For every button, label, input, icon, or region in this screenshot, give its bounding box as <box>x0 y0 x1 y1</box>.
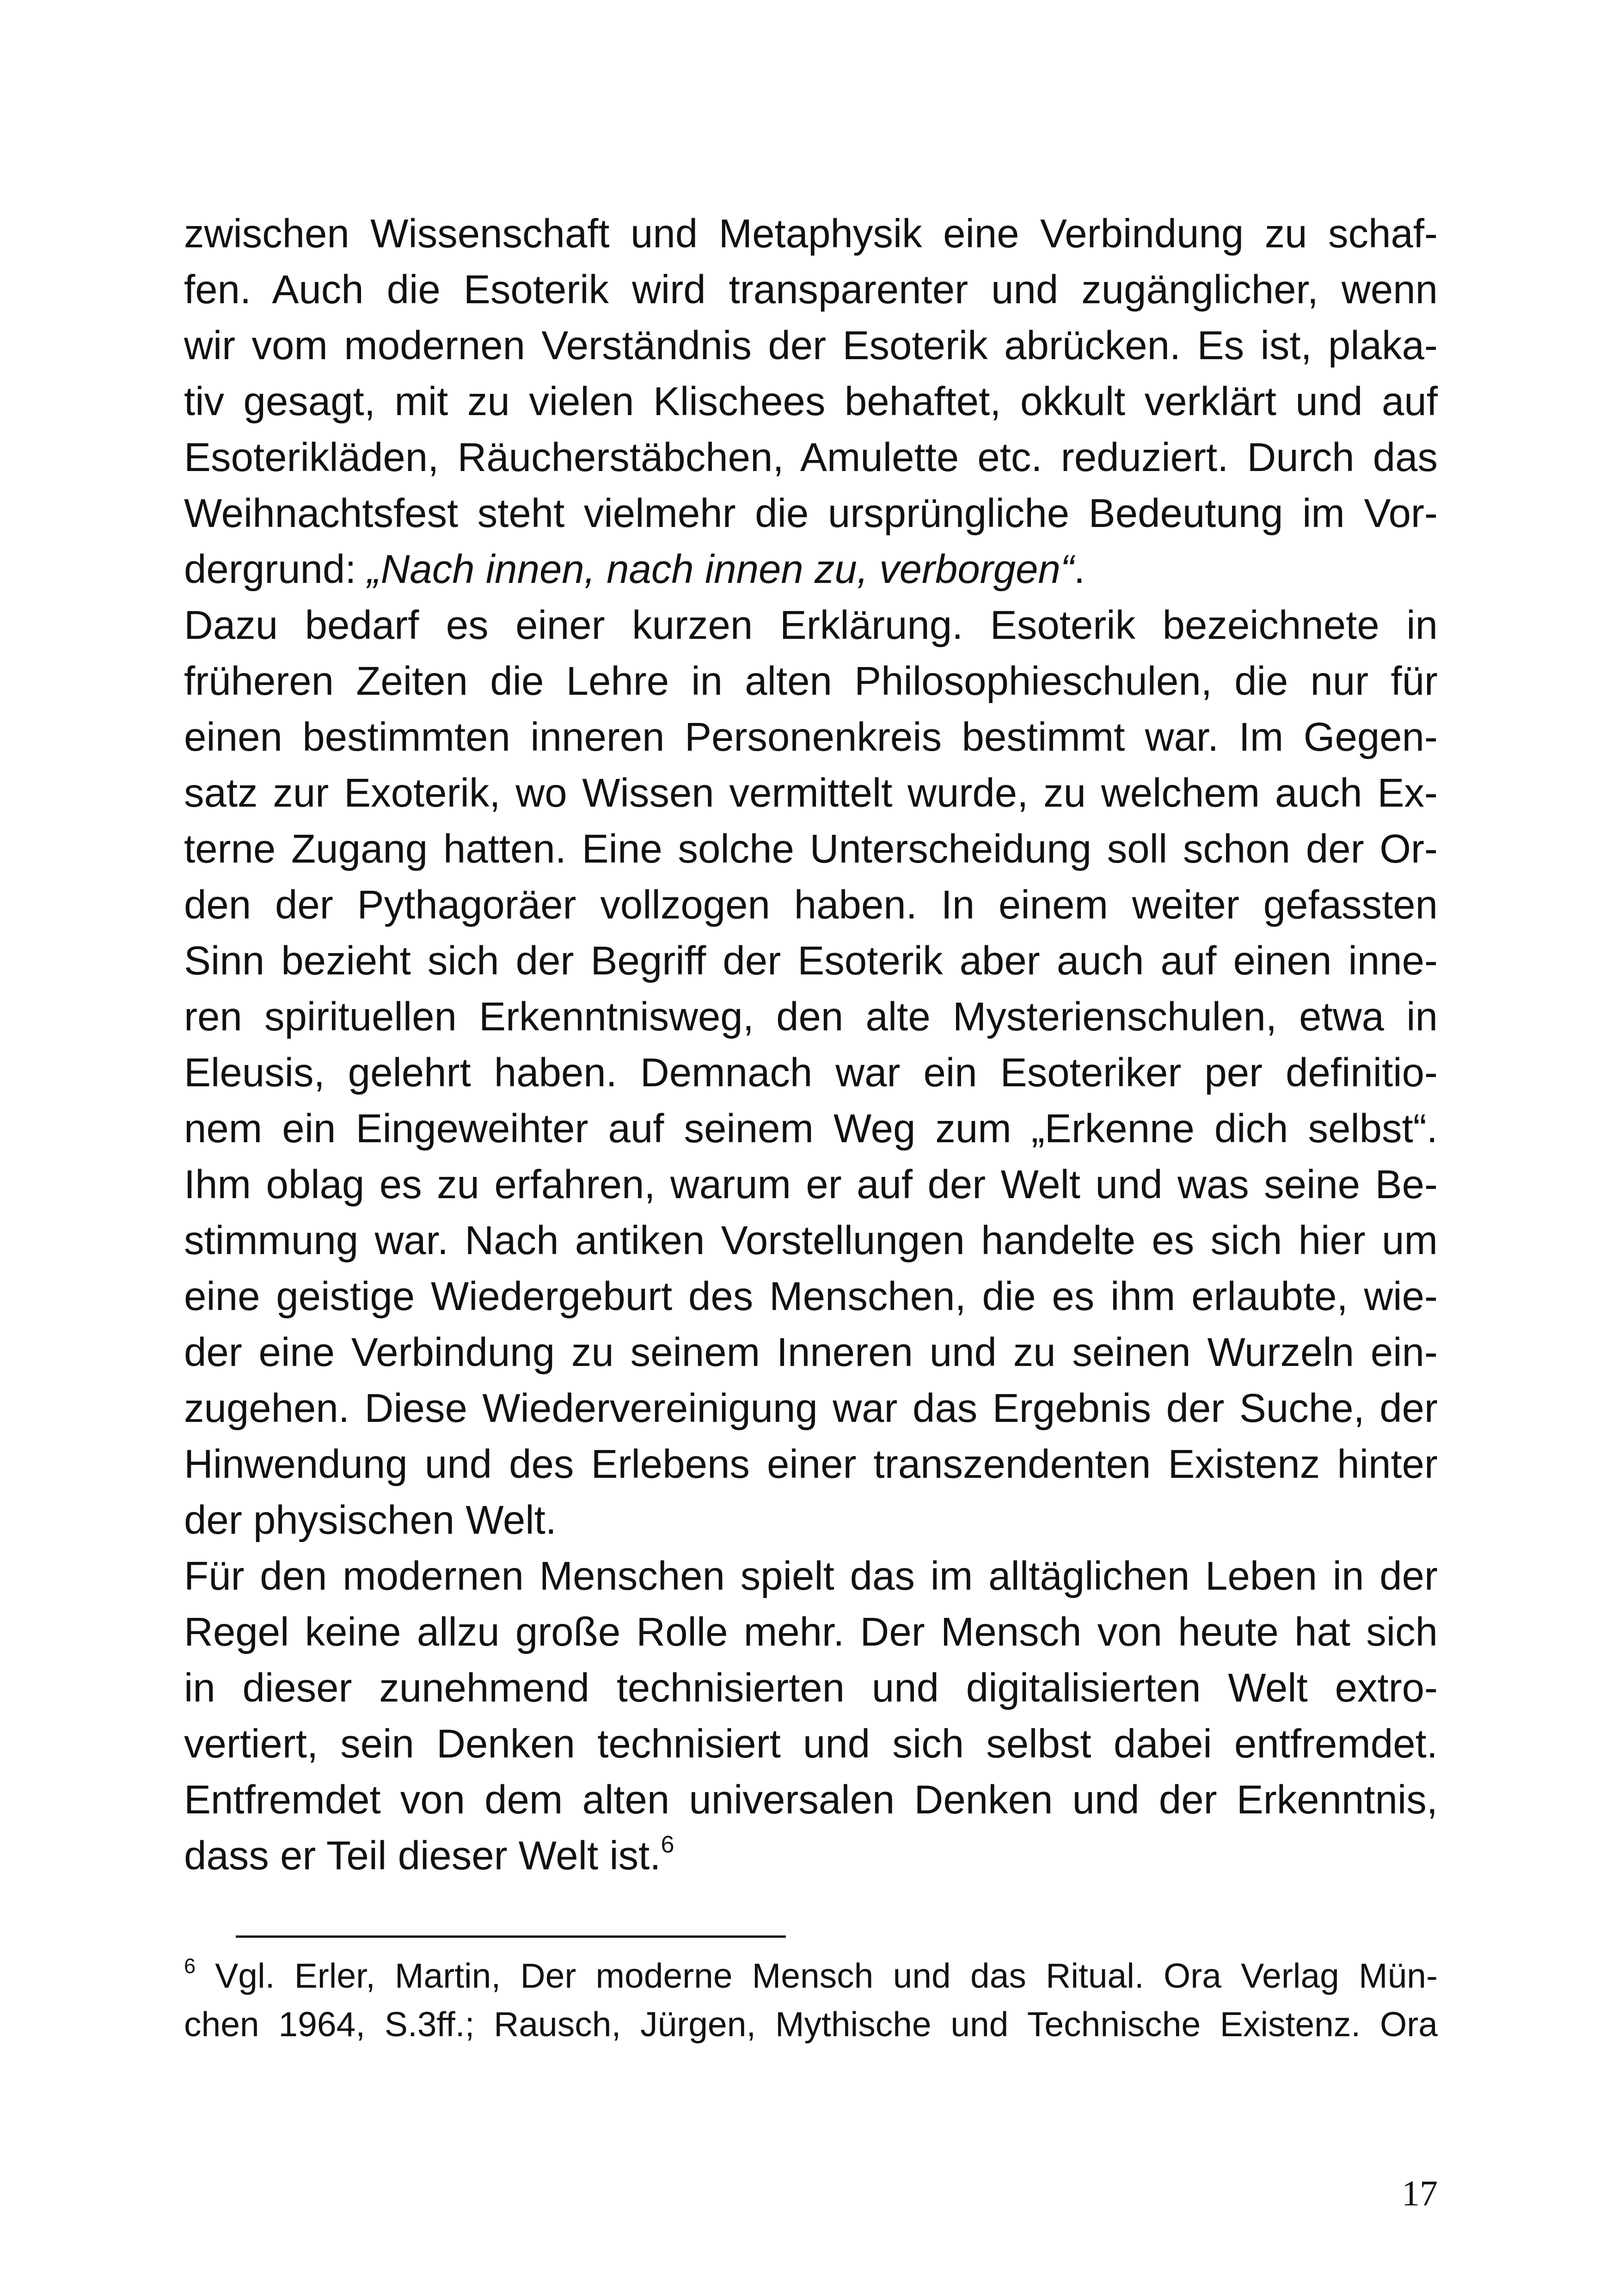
body-line-text: der physischen Welt. <box>184 1498 557 1543</box>
footnote-text: Vgl. Erler, Martin, Der moderne Mensch und das Ritual. Ora Verlag Mün- <box>196 1956 1438 1995</box>
body-line <box>184 1101 1438 1157</box>
body-line <box>184 877 1438 933</box>
body-line <box>184 1716 1438 1772</box>
body-line <box>184 821 1438 877</box>
body-line-text: Dazu bedarf es einer kurzen Erklärung. Esoterik bezeichnete in <box>184 603 1438 648</box>
body-text <box>184 206 1438 1884</box>
page-number: 17 <box>1402 2173 1438 2213</box>
body-line-text: in dieser zunehmend technisierten und digitalisierten Welt extro- <box>184 1665 1438 1710</box>
body-line <box>184 1268 1438 1324</box>
footnotes <box>184 1952 1438 2049</box>
body-line-text: einen bestimmten inneren Personenkreis bestimmt war. Im Gegen- <box>184 715 1438 759</box>
body-line-text: Ihm oblag es zu erfahren, warum er auf der Welt und was seine Be- <box>184 1162 1438 1207</box>
italic-quote: „Nach innen, nach innen zu, verborgen“ <box>367 547 1074 592</box>
body-line-text: fen. Auch die Esoterik wird transparenter und zugänglicher, wenn <box>184 267 1438 312</box>
body-line <box>184 933 1438 989</box>
body-line-text: dass er Teil dieser Welt ist. <box>184 1833 661 1878</box>
body-line-text: ren spirituellen Erkenntnisweg, den alte Mysterienschulen, etwa in <box>184 994 1438 1039</box>
body-line-text: Weihnachtsfest steht vielmehr die ursprüngliche Bedeutung im Vor- <box>184 491 1438 536</box>
body-line <box>184 1604 1438 1660</box>
line-punctuation: . <box>1073 547 1085 592</box>
body-line <box>184 709 1438 765</box>
footnote-line <box>184 2000 1438 2049</box>
body-line <box>184 597 1438 653</box>
body-line <box>184 373 1438 429</box>
body-line <box>184 1380 1438 1436</box>
body-line-text: vertiert, sein Denken technisiert und sich selbst dabei entfremdet. <box>184 1721 1438 1766</box>
body-line-text: den der Pythagoräer vollzogen haben. In einem weiter gefassten <box>184 882 1438 927</box>
body-line-text: Esoterikläden, Räucherstäbchen, Amulette etc. reduziert. Durch das <box>184 435 1438 480</box>
body-line-text: satz zur Exoterik, wo Wissen vermittelt wurde, zu welchem auch Ex- <box>184 771 1438 815</box>
body-line <box>184 1324 1438 1380</box>
body-line <box>184 206 1438 262</box>
body-line <box>184 429 1438 485</box>
footnote-marker: 6 <box>184 1954 196 1978</box>
body-line <box>184 1828 1438 1884</box>
body-line-text: Für den modernen Menschen spielt das im alltäglichen Leben in der <box>184 1554 1438 1598</box>
body-line <box>184 1045 1438 1101</box>
body-line <box>184 1157 1438 1212</box>
body-line-text: Entfremdet von dem alten universalen Denken und der Erkenntnis, <box>184 1777 1438 1822</box>
body-line <box>184 1660 1438 1716</box>
body-line-text: Regel keine allzu große Rolle mehr. Der Mensch von heute hat sich <box>184 1610 1438 1654</box>
body-line-text: Hinwendung und des Erlebens einer transzendenten Existenz hinter <box>184 1442 1438 1487</box>
body-line <box>184 1772 1438 1828</box>
footnote-text: chen 1964, S.3ff.; Rausch, Jürgen, Mythische und Technische Existenz. Ora <box>184 2005 1438 2044</box>
body-line-text: zwischen Wissenschaft und Metaphysik eine Verbindung zu schaf- <box>184 211 1438 256</box>
body-line <box>184 1492 1438 1548</box>
body-line-text: terne Zugang hatten. Eine solche Unterscheidung soll schon der Or- <box>184 827 1438 871</box>
body-line <box>184 989 1438 1045</box>
body-line-text: dergrund: <box>184 547 368 592</box>
body-line-text: wir vom modernen Verständnis der Esoterik abrücken. Es ist, plaka- <box>184 323 1438 368</box>
body-line-text: der eine Verbindung zu seinem Inneren und zu seinen Wurzeln ein- <box>184 1330 1438 1375</box>
body-line-text: früheren Zeiten die Lehre in alten Philosophieschulen, die nur für <box>184 659 1438 704</box>
body-line <box>184 318 1438 373</box>
footnote-reference[interactable]: 6 <box>661 1831 674 1858</box>
body-line-text: Sinn bezieht sich der Begriff der Esoterik aber auch auf einen inne- <box>184 938 1438 983</box>
body-line <box>184 485 1438 541</box>
body-line <box>184 1548 1438 1604</box>
footnote-separator <box>236 1935 786 1938</box>
footnote-line <box>184 1952 1438 2000</box>
body-line <box>184 541 1438 597</box>
body-line-text: stimmung war. Nach antiken Vorstellungen handelte es sich hier um <box>184 1218 1438 1263</box>
body-line <box>184 765 1438 821</box>
body-line-text: eine geistige Wiedergeburt des Menschen, die es ihm erlaubte, wie- <box>184 1274 1438 1319</box>
body-line-text: tiv gesagt, mit zu vielen Klischees behaftet, okkult verklärt und auf <box>184 379 1438 424</box>
body-line <box>184 262 1438 318</box>
body-line-text: Eleusis, gelehrt haben. Demnach war ein Esoteriker per definitio- <box>184 1050 1438 1095</box>
body-line <box>184 1212 1438 1268</box>
body-line <box>184 1436 1438 1492</box>
body-line-text: zugehen. Diese Wiedervereinigung war das Ergebnis der Suche, der <box>184 1386 1438 1431</box>
body-line <box>184 653 1438 709</box>
body-line-text: nem ein Eingeweihter auf seinem Weg zum „Erkenne dich selbst“. <box>184 1106 1438 1151</box>
